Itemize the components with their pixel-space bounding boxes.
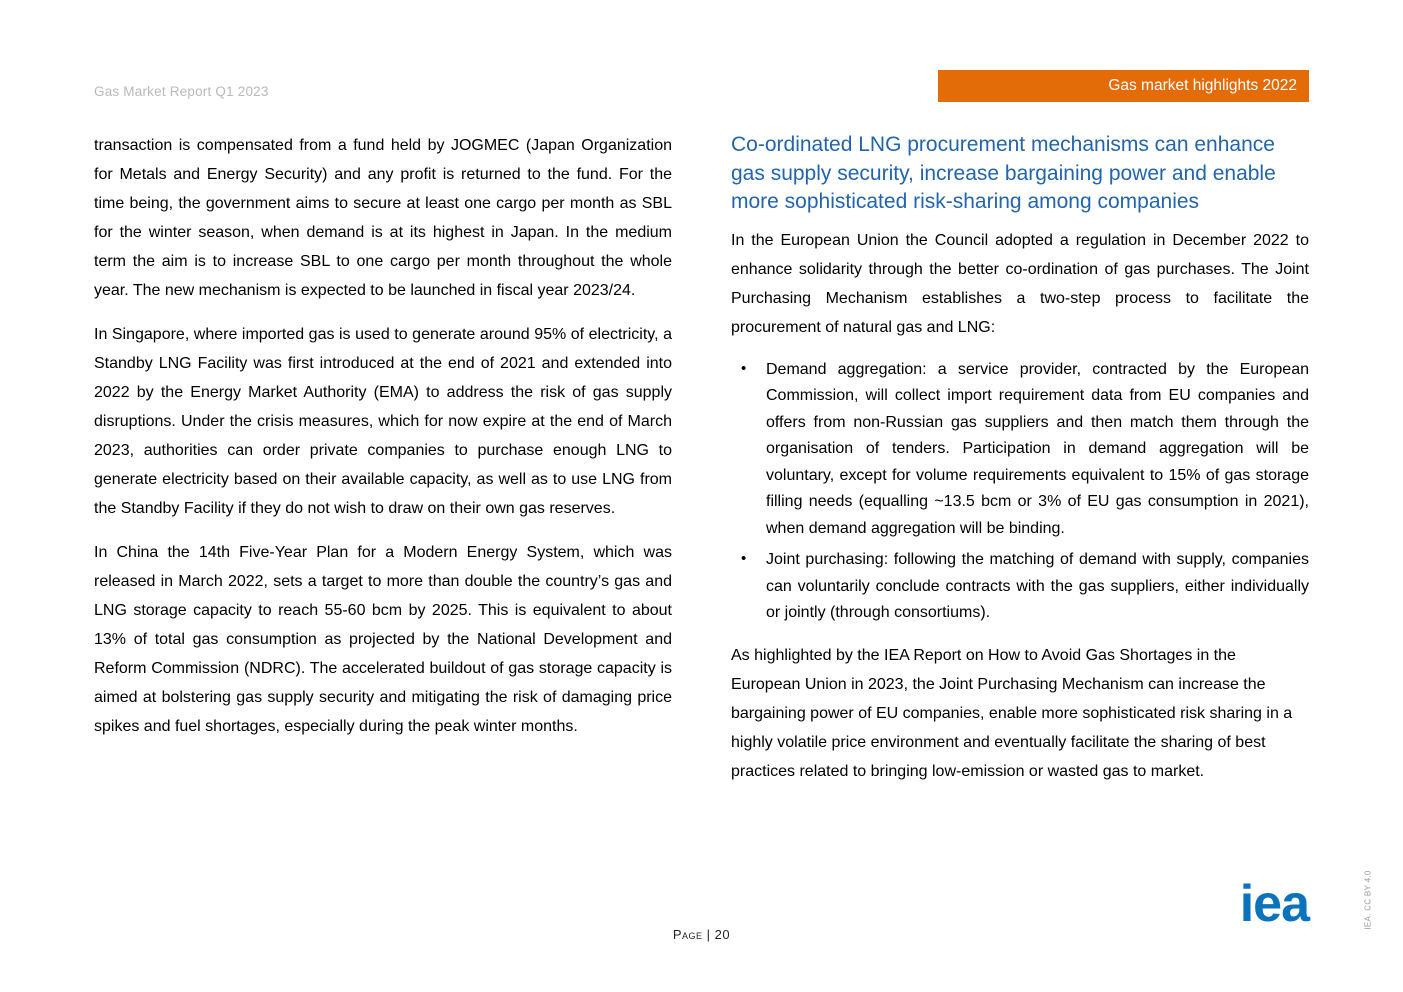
iea-logo: iea	[1239, 875, 1309, 933]
report-title: Gas Market Report Q1 2023	[94, 84, 269, 99]
copyright-sidenote: IEA. CC BY 4.0	[1363, 870, 1373, 930]
left-column	[94, 131, 672, 756]
bullet-list	[731, 357, 1309, 627]
page-number: Page | 20	[672, 927, 731, 942]
paragraph-singapore: In Singapore, where imported gas is used to generate around 95% of electricity, a Standby LNG Facility was first introduced at the end of 2021 and extended into 2022 by the Energy Market Authority (EMA) to address the risk of gas supply disruptions. Under the crisis measures, which for now expire at the end of March 2023, authorities can order private companies to purchase enough LNG to generate electricity based on their available capacity, as well as to use LNG from the Standby Facility if they do not wish to draw on their own gas reserves.	[94, 326, 672, 517]
paragraph-jogmec: transaction is compensated from a fund held by JOGMEC (Japan Organization for Metals and Energy Security) and any profit is returned to the fund. For the time being, the government aims to secure at least one cargo per month as SBL for the winter season, when demand is at its highest in Japan. In the medium term the aim is to increase SBL to one cargo per month throughout the whole year. The new mechanism is expected to be launched in fiscal year 2023/24.	[94, 137, 672, 299]
paragraph-iea-report: As highlighted by the IEA Report on How to Avoid Gas Shortages in the European Union in 2023, the Joint Purchasing Mechanism can increase the bargaining power of EU companies, enable more sophisticated risk sharing in a highly volatile price environment and eventually facilitate the sharing of best practices related to bringing low-emission or wasted gas to market.	[731, 646, 1293, 780]
paragraph-china: In China the 14th Five-Year Plan for a Modern Energy System, which was released in March 2022, sets a target to more than double the country’s gas and LNG storage capacity to reach 55-60 bcm by 2025. This is equivalent to about 13% of total gas consumption as projected by the National Development and Reform Commission (NDRC). The accelerated buildout of gas storage capacity is aimed at bolstering gas supply security and mitigating the risk of damaging price spikes and fuel shortages, especially during the peak winter months.	[94, 544, 672, 735]
section-heading: Co-ordinated LNG procurement mechanisms can enhance gas supply security, increase bargaining power and enable more sophisticated risk-sharing among companies	[731, 133, 1276, 213]
paragraph-eu-regulation: In the European Union the Council adopted a regulation in December 2022 to enhance solidarity through the better co-ordination of gas purchases. The Joint Purchasing Mechanism establishes a two-step process to facilitate the procurement of natural gas and LNG:	[731, 231, 1309, 336]
right-column	[731, 131, 1309, 801]
section-banner: Gas market highlights 2022	[938, 70, 1309, 102]
bullet-joint-purchasing: • Joint purchasing: following the matching of demand with supply, companies can voluntarily conclude contracts with the gas suppliers, either individually or jointly (through consortiums).	[731, 547, 1309, 627]
bullet-demand-aggregation: • Demand aggregation: a service provider, contracted by the European Commission, will collect import requirement data from EU companies and offers from non-Russian gas suppliers and then match them through the organisation of tenders. Participation in demand aggregation will be voluntary, except for volume requirements equivalent to 15% of gas storage filling needs (equalling ~13.5 bcm or 3% of EU gas consumption in 2021), when demand aggregation will be binding.	[731, 357, 1309, 543]
